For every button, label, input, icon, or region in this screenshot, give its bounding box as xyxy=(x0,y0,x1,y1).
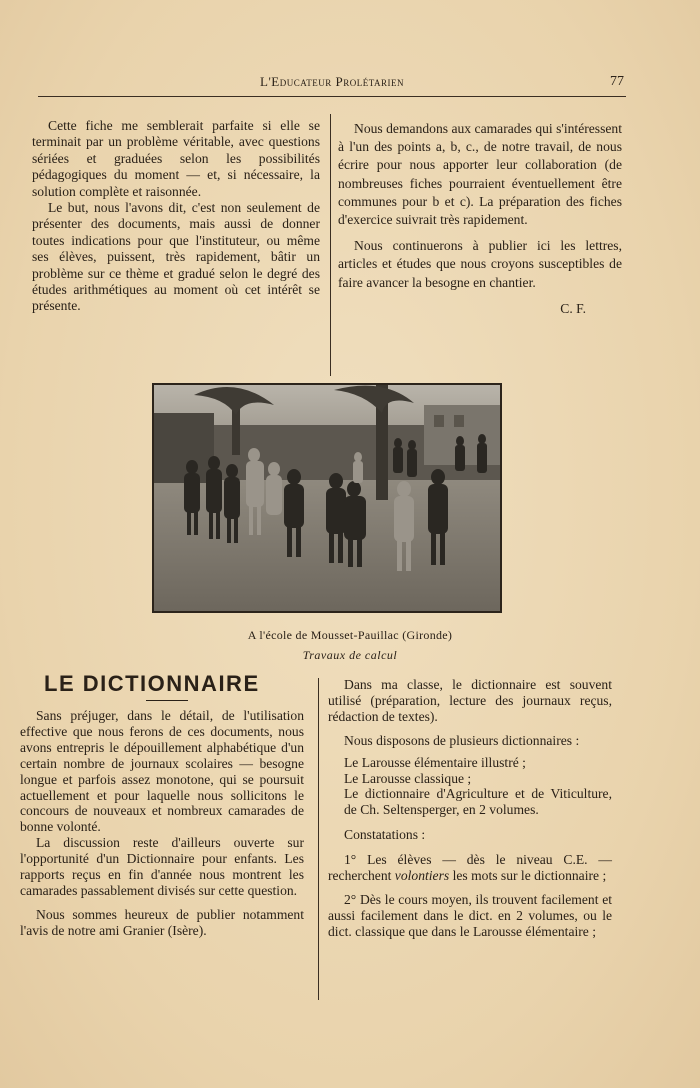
top-right-column xyxy=(338,120,622,318)
school-photograph xyxy=(152,383,502,613)
top-left-column xyxy=(32,118,320,315)
paragraph: Le but, nous l'avons dit, c'est non seulement de présenter des documents, mais aussi de donner toutes indications pour que l'instituteur, ou même ses élèves, puissent, très rapidement, bâtir un problème sur ce thème et gradué selon le degré des études arithmétiques au moment où cet intérêt se présente. xyxy=(32,200,320,314)
paragraph: La discussion reste d'ailleurs ouverte sur l'opportunité d'un Dictionnaire pour enfants. Les rapports reçus en fin d'année nous montrent les camarades passablement divisés sur cette question. xyxy=(20,835,304,898)
paragraph: Nous demandons aux camarades qui s'intéressent à l'un des points a, b, c., de notre travail, de nous écrire pour nous apporter leur collaboration (de nombreuses fiches pourraient éventuellement être communes pour b et c). La préparation des fiches d'exercice suivrait très rapidement. xyxy=(338,121,622,228)
paragraph: Nous continuerons à publier ici les lettres, articles et études que nous croyons susceptibles de faire avancer la besogne en chantier. xyxy=(338,238,622,290)
point-1-end: les mots sur le dictionnaire ; xyxy=(452,868,607,884)
paragraph: Sans préjuger, dans le détail, de l'utilisation effective que nous ferons de ces documents, nous avons entrepris le dépouillement alphabétique d'un certain nombre de journaux scolaires — besogne longue et parfois assez monotone, qui se poursuit actuellement et pour laquelle nous sollicitons le concours de nouveaux et nombreux camarades de bonne volonté. xyxy=(20,708,304,835)
dictionary-list xyxy=(328,755,612,819)
paragraph: Nous disposons de plusieurs dictionnaires : xyxy=(344,732,580,748)
photo-subcaption: Travaux de calcul xyxy=(302,648,398,662)
paragraph: Constatations : xyxy=(344,827,426,843)
journal-title: L'Educateur Prolétarien xyxy=(260,74,404,89)
paragraph: 2° Dès le cours moyen, ils trouvent facilement et aussi facilement dans le dict. en 2 volumes, ou le dict. classique que dans le Larousse élémentaire ; xyxy=(328,891,612,939)
list-item: Le Larousse classique ; xyxy=(344,770,472,786)
bottom-left-column xyxy=(20,708,304,939)
paragraph xyxy=(328,852,612,884)
photo-caption xyxy=(0,628,700,643)
title-underline xyxy=(146,700,188,701)
point-1-start: 1° Les élèves — dès le niveau C.E. — recherchent xyxy=(328,852,612,884)
bottom-right-column xyxy=(328,677,612,940)
caption-line-1: A l'école de Mousset-Pauillac (Gironde) xyxy=(247,628,453,642)
paragraph: Nous sommes heureux de publier notamment l'avis de notre ami Granier (Isère). xyxy=(20,906,304,938)
paragraph: Dans ma classe, le dictionnaire est souvent utilisé (préparation, lecture des journaux reçus, rédaction de textes). xyxy=(328,677,612,724)
section-title: LE DICTIONNAIRE xyxy=(44,671,260,696)
point-1-emphasis: volontiers xyxy=(394,868,450,884)
running-header xyxy=(38,74,626,97)
signature: C. F. xyxy=(560,300,586,316)
column-divider xyxy=(330,114,331,376)
photo-illustration xyxy=(154,385,500,611)
list-item: Le dictionnaire d'Agriculture et de Viticulture, de Ch. Seltensperger, en 2 volumes. xyxy=(344,786,612,818)
list-item: Le Larousse élémentaire illustré ; xyxy=(344,754,526,770)
paragraph: Cette fiche me semblerait parfaite si elle se terminait par un problème véritable, avec questions sériées et graduées selon les possibilités pédagogiques du moment — et, si nécessaire, la solution complète et raisonnée. xyxy=(32,118,320,199)
page-number: 77 xyxy=(610,74,624,89)
column-divider xyxy=(318,678,319,1000)
